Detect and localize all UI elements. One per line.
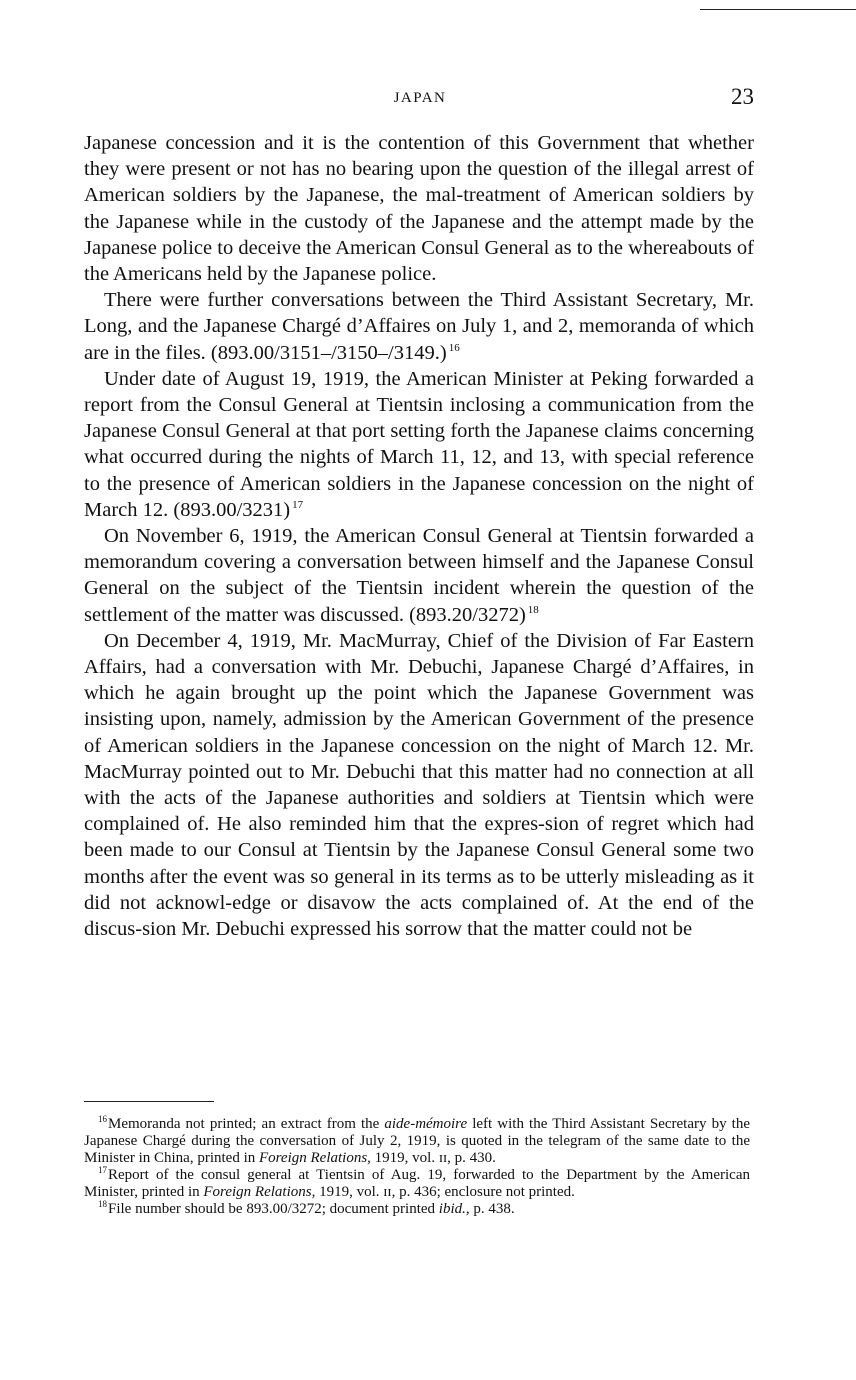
footnote-ref: 17 xyxy=(292,499,304,512)
paragraph: There were further conversations between the Third Assistant Secretary, Mr. Long, and the Japanese Chargé d’Affaires on July 1, and 2, memoranda of which are in the files. (893.00/3151–/3150–/3149.) $^{16}$ xyxy=(84,289,754,364)
page-header xyxy=(84,84,756,114)
footnote-marker: 16 xyxy=(98,1114,107,1124)
footnote: $^{18}$File number should be 893.00/3272; document printed ibid., p. 438. xyxy=(98,1199,515,1217)
footnote-rule xyxy=(84,1101,214,1102)
page-number: 23 xyxy=(731,84,754,109)
footnote: $^{16}$Memoranda not printed; an extract from the aide-mémoire left with the Third Assistant Secretary by the Japanese Chargé during the conversation of July 2, 1919, is quoted in the telegram of the same date to the Minister in China, printed in Foreign Relations, 1919, vol. ɪɪ, p. 430. xyxy=(84,1114,751,1166)
footnotes xyxy=(84,1116,750,1218)
paragraph: On November 6, 1919, the American Consul General at Tientsin forwarded a memorandum covering a conversation between himself and the Japanese Consul General on the subject of the Tientsin incident wherein the question of the settlement of the matter was discussed. (893.20/3272) $^{18}$ xyxy=(84,525,754,626)
running-head: JAPAN xyxy=(393,90,447,106)
paragraph: On December 4, 1919, Mr. MacMurray, Chief of the Division of Far Eastern Affairs, had a conversation with Mr. Debuchi, Japanese Chargé d’Affaires, in which he again brought up the point which the Japanese Government was insisting upon, namely, admission by the American Government of the presence of American soldiers in the Japanese concession on the night of March 12. Mr. MacMurray pointed out to Mr. Debuchi that this matter had no connection at all with the acts of the Japanese authorities and soldiers at Tientsin which were complained of. He also reminded him that the expres-sion of regret which had been made to our Consul at Tientsin by the Japanese Consul General some two months after the event was so general in its terms as to be utterly misleading as it did not acknowl-edge or disavow the acts complained of. At the end of the discus-sion Mr. Debuchi expressed his sorrow that the matter could not be xyxy=(84,629,754,941)
footnote: $^{17}$Report of the consul general at Tientsin of Aug. 19, forwarded to the Department by the American Minister, printed in Foreign Relations, 1919, vol. ɪɪ, p. 436; enclosure not printed. xyxy=(84,1165,750,1200)
paragraph: Under date of August 19, 1919, the American Minister at Peking forwarded a report from the Consul General at Tientsin inclosing a communication from the Japanese Consul General at that port setting forth the Japanese claims concerning what occurred during the nights of March 11, 12, and 13, with special reference to the presence of American soldiers in the Japanese concession on the night of March 12. (893.00/3231) $^{17}$ xyxy=(84,367,754,521)
top-edge-rule xyxy=(700,9,856,10)
body-text xyxy=(84,130,754,942)
footnote-marker: 18 xyxy=(98,1199,107,1209)
footnote-ref: 18 xyxy=(527,603,539,616)
footnote-marker: 17 xyxy=(98,1165,107,1175)
paragraph-continued: Japanese concession and it is the contention of this Government that whether they were present or not has no bearing upon the question of the illegal arrest of American soldiers by the Japanese, the mal-treatment of American soldiers by the Japanese while in the custody of the Japanese and the attempt made by the Japanese police to deceive the American Consul General as to the whereabouts of the Americans held by the Japanese police. xyxy=(84,132,754,286)
footnote-ref: 16 xyxy=(448,341,460,354)
